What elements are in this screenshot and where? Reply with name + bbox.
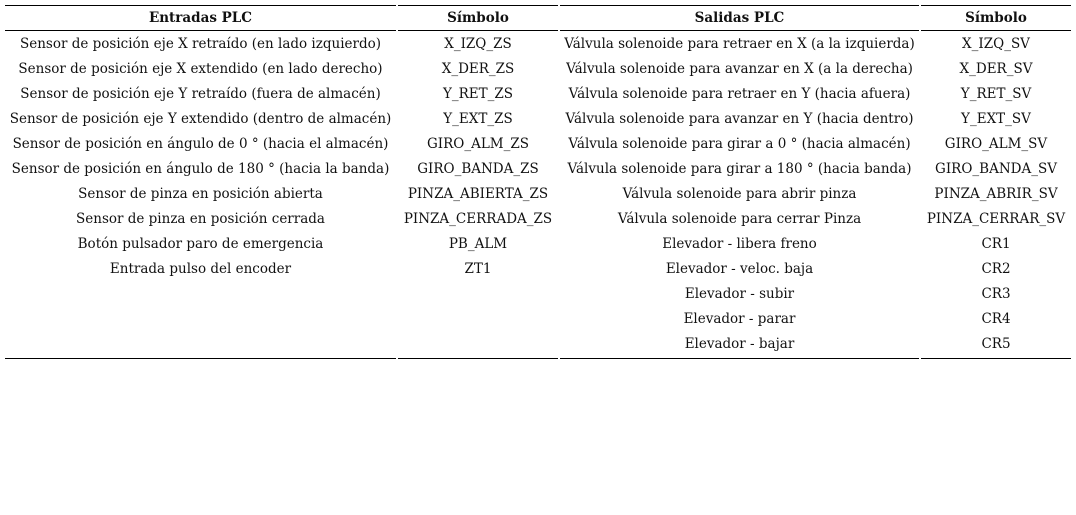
input-cell: Sensor de posición eje Y extendido (dentro de almacén) xyxy=(9,111,392,127)
input-cell: Sensor de pinza en posición abierta xyxy=(78,186,323,202)
col-body-output-symbols xyxy=(921,32,1071,358)
output-symbol-cell: X_IZQ_SV xyxy=(962,36,1030,52)
input-symbol-cell: Y_RET_ZS xyxy=(442,86,514,102)
input-cell: Sensor de posición en ángulo de 0 ° (hacia el almacén) xyxy=(12,136,389,152)
input-cell: Sensor de pinza en posición cerrada xyxy=(76,211,325,227)
output-symbol-cell: CR2 xyxy=(981,261,1011,277)
output-symbol-cell: PINZA_CERRAR_SV xyxy=(926,211,1066,227)
output-cell: Válvula solenoide para girar a 0 ° (hacia almacén) xyxy=(568,136,911,152)
output-symbol-cell: Y_RET_SV xyxy=(960,86,1032,102)
output-cell: Válvula solenoide para retraer en X (a la izquierda) xyxy=(564,36,915,52)
input-cell xyxy=(5,307,396,332)
input-symbol-cell: PINZA_CERRADA_ZS xyxy=(403,211,553,227)
output-symbol-cell: GIRO_ALM_SV xyxy=(944,136,1048,152)
input-symbol-cell: Y_EXT_ZS xyxy=(443,111,513,127)
header-outputs: Salidas PLC xyxy=(560,6,919,31)
input-symbol-cell xyxy=(398,332,558,357)
input-symbol-cell: ZT1 xyxy=(464,261,492,277)
column-outputs xyxy=(560,5,919,359)
header-output-symbol: Símbolo xyxy=(921,6,1071,31)
input-symbol-cell: PINZA_ABIERTA_ZS xyxy=(407,186,549,202)
input-cell xyxy=(5,332,396,357)
output-cell: Elevador - bajar xyxy=(684,336,795,352)
output-cell: Válvula solenoide para girar a 180 ° (hacia banda) xyxy=(567,161,912,177)
col-body-inputs xyxy=(5,32,396,358)
column-input-symbols xyxy=(398,5,558,359)
output-cell: Válvula solenoide para retraer en Y (hacia afuera) xyxy=(568,86,911,102)
output-cell: Elevador - parar xyxy=(683,311,796,327)
output-cell: Elevador - subir xyxy=(684,286,795,302)
output-cell: Válvula solenoide para avanzar en Y (hacia dentro) xyxy=(565,111,914,127)
input-cell: Sensor de posición en ángulo de 180 ° (hacia la banda) xyxy=(11,161,390,177)
input-cell: Sensor de posición eje Y retraído (fuera de almacén) xyxy=(20,86,381,102)
header-input-symbol: Símbolo xyxy=(398,6,558,31)
output-symbol-cell: PINZA_ABRIR_SV xyxy=(934,186,1058,202)
column-output-symbols xyxy=(921,5,1071,359)
output-symbol-cell: CR3 xyxy=(981,286,1011,302)
input-cell: Botón pulsador paro de emergencia xyxy=(77,236,324,252)
output-symbol-cell: CR4 xyxy=(981,311,1011,327)
column-inputs xyxy=(5,5,396,359)
input-symbol-cell xyxy=(398,307,558,332)
input-cell xyxy=(5,282,396,307)
input-symbol-cell: PB_ALM xyxy=(448,236,508,252)
header-inputs: Entradas PLC xyxy=(5,6,396,31)
input-symbol-cell xyxy=(398,282,558,307)
output-cell: Válvula solenoide para abrir pinza xyxy=(622,186,857,202)
output-cell: Elevador - veloc. baja xyxy=(665,261,814,277)
input-cell: Sensor de posición eje X extendido (en lado derecho) xyxy=(18,61,383,77)
output-cell: Válvula solenoide para cerrar Pinza xyxy=(617,211,862,227)
input-cell: Entrada pulso del encoder xyxy=(109,261,292,277)
input-symbol-cell: GIRO_BANDA_ZS xyxy=(417,161,539,177)
output-cell: Elevador - libera freno xyxy=(662,236,817,252)
output-symbol-cell: CR5 xyxy=(981,336,1011,352)
input-cell: Sensor de posición eje X retraído (en lado izquierdo) xyxy=(20,36,381,52)
input-symbol-cell: X_DER_ZS xyxy=(441,61,515,77)
output-symbol-cell: X_DER_SV xyxy=(959,61,1033,77)
output-symbol-cell: CR1 xyxy=(981,236,1011,252)
output-symbol-cell: GIRO_BANDA_SV xyxy=(935,161,1057,177)
col-body-input-symbols xyxy=(398,32,558,358)
output-symbol-cell: Y_EXT_SV xyxy=(961,111,1031,127)
input-symbol-cell: GIRO_ALM_ZS xyxy=(426,136,529,152)
output-cell: Válvula solenoide para avanzar en X (a la derecha) xyxy=(566,61,913,77)
input-symbol-cell: X_IZQ_ZS xyxy=(444,36,512,52)
col-body-outputs xyxy=(560,32,919,358)
